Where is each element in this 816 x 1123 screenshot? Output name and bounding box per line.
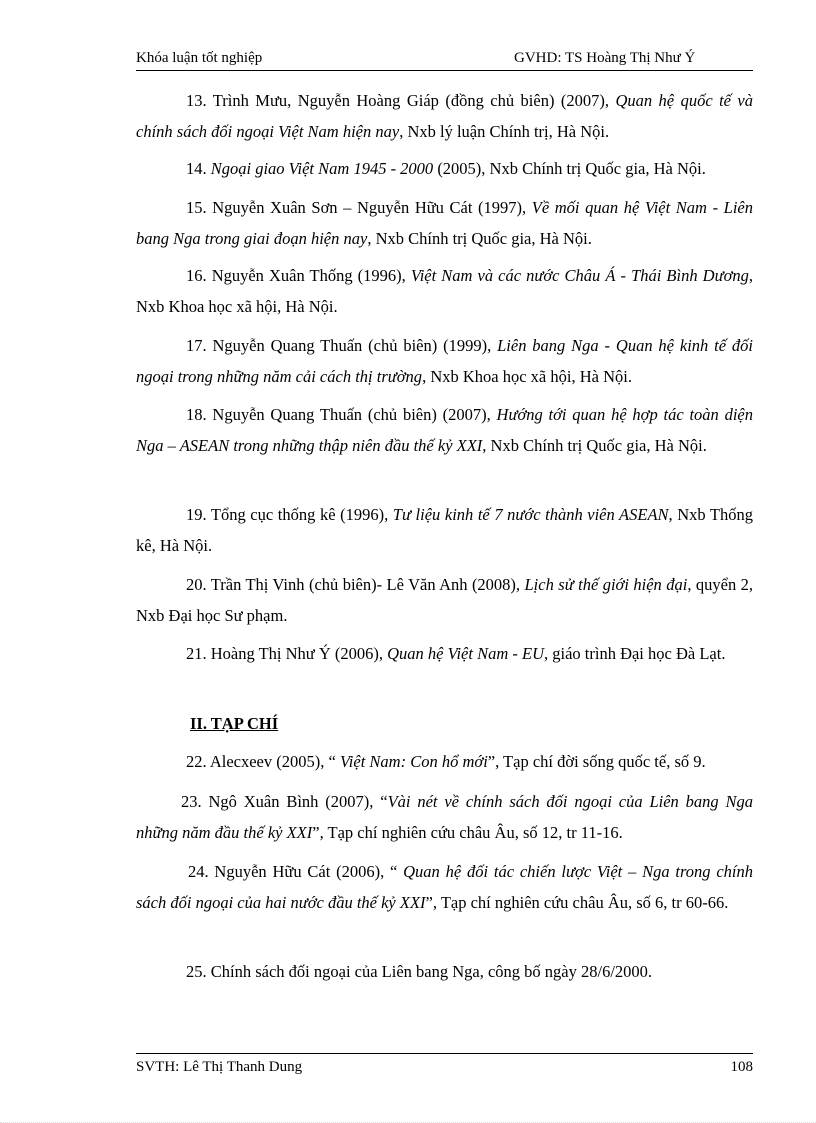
header-thesis-label: Khóa luận tốt nghiệp	[136, 50, 263, 66]
reference-20: 20. Trần Thị Vinh (chủ biên)- Lê Văn Anh (2008), Lịch sử thế giới hiện đại, quyển 2, Nxb Đại học Sư phạm.	[136, 575, 754, 625]
reference-24: 24. Nguyễn Hữu Cát (2006), “ Quan hệ đối tác chiến lược Việt – Nga trong chính sách đối ngoại của hai nước đầu thế kỷ XXI”, Tạp chí nghiên cứu châu Âu, số 6, tr 60-66.	[136, 862, 753, 912]
reference-title: Hướng tới quan hệ hợp tác toàn diện Nga – ASEAN trong những thập niên đầu thế kỷ XXI	[136, 405, 753, 455]
reference-19: 19. Tổng cục thống kê (1996), Tư liệu kinh tế 7 nước thành viên ASEAN, Nxb Thống kê, Hà Nội.	[136, 505, 754, 555]
reference-16: 16. Nguyễn Xuân Thống (1996), Việt Nam và các nước Châu Á - Thái Bình Dương, Nxb Khoa học xã hội, Hà Nội.	[136, 266, 753, 316]
reference-18: 18. Nguyễn Quang Thuấn (chủ biên) (2007), Hướng tới quan hệ hợp tác toàn diện Nga – ASEAN trong những thập niên đầu thế kỷ XXI, Nxb Chính trị Quốc gia, Hà Nội.	[136, 405, 753, 455]
page-footer	[136, 1053, 753, 1076]
page-number: 108	[730, 1059, 753, 1075]
footer-student: SVTH: Lê Thị Thanh Dung	[136, 1059, 303, 1075]
page-header	[136, 50, 753, 71]
reference-23: 23. Ngô Xuân Bình (2007), “Vài nét về chính sách đối ngoại của Liên bang Nga những năm đầu thế kỷ XXI”, Tạp chí nghiên cứu châu Âu, số 12, tr 11-16.	[136, 792, 754, 842]
reference-14: 14. Ngoại giao Việt Nam 1945 - 2000 (2005), Nxb Chính trị Quốc gia, Hà Nội.	[186, 159, 706, 178]
reference-22: 22. Alecxeev (2005), “ Việt Nam: Con hổ mới”, Tạp chí đời sống quốc tế, số 9.	[186, 752, 706, 771]
reference-title: Về mối quan hệ Việt Nam - Liên bang Nga trong giai đoạn hiện nay	[136, 198, 753, 248]
reference-title: Lịch sử thế giới hiện đại	[524, 575, 688, 594]
reference-title: Vài nét về chính sách đối ngoại của Liên bang Nga những năm đầu thế kỷ XXI	[136, 792, 754, 842]
reference-title: Tư liệu kinh tế 7 nước thành viên ASEAN	[392, 505, 669, 524]
reference-25: 25. Chính sách đối ngoại của Liên bang Nga, công bố ngày 28/6/2000.	[186, 962, 653, 981]
reference-title: Ngoại giao Việt Nam 1945 - 2000	[210, 159, 434, 178]
reference-title: Quan hệ quốc tế và chính sách đối ngoại Việt Nam hiện nay	[136, 91, 754, 141]
reference-title: Quan hệ đối tác chiến lược Việt – Nga trong chính sách đối ngoại của hai nước đầu thế kỷ XXI	[136, 862, 753, 912]
section-heading-journals: II. TẠP CHÍ	[190, 714, 279, 733]
reference-15: 15. Nguyễn Xuân Sơn – Nguyễn Hữu Cát (1997), Về mối quan hệ Việt Nam - Liên bang Nga trong giai đoạn hiện nay, Nxb Chính trị Quốc gia, Hà Nội.	[136, 198, 753, 248]
reference-17: 17. Nguyễn Quang Thuấn (chủ biên) (1999), Liên bang Nga - Quan hệ kinh tế đối ngoại trong những năm cải cách thị trường, Nxb Khoa học xã hội, Hà Nội.	[136, 336, 753, 386]
reference-title: Việt Nam: Con hổ mới	[339, 752, 488, 771]
reference-title: Liên bang Nga - Quan hệ kinh tế đối ngoại trong những năm cải cách thị trường	[136, 336, 753, 386]
header-supervisor: GVHD: TS Hoàng Thị Như Ý	[514, 50, 696, 66]
reference-21: 21. Hoàng Thị Như Ý (2006), Quan hệ Việt Nam - EU, giáo trình Đại học Đà Lạt.	[186, 644, 726, 663]
reference-13: 13. Trình Mưu, Nguyễn Hoàng Giáp (đồng chủ biên) (2007), Quan hệ quốc tế và chính sách đối ngoại Việt Nam hiện nay, Nxb lý luận Chính trị, Hà Nội.	[136, 91, 754, 141]
reference-title: Việt Nam và các nước Châu Á - Thái Bình Dương	[410, 266, 749, 285]
reference-title: Quan hệ Việt Nam - EU	[387, 644, 544, 663]
